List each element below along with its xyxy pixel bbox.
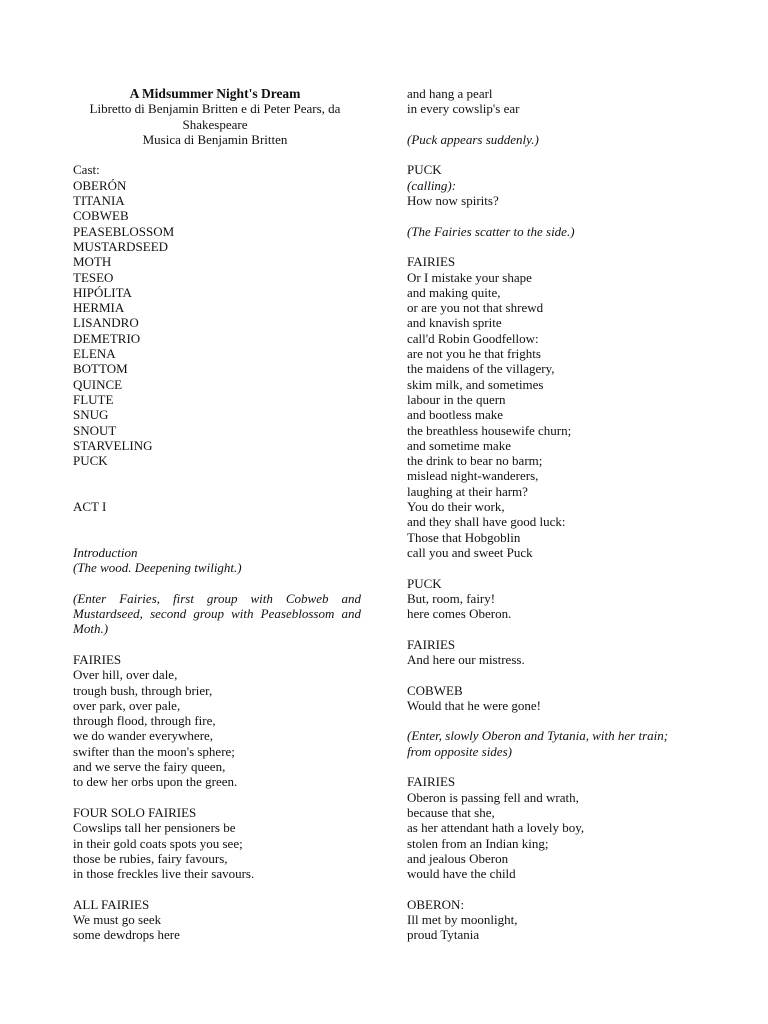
verse-line: the maidens of the villagery, <box>407 361 555 377</box>
verse-line: some dewdrops here <box>73 927 180 943</box>
speaker-name: PUCK <box>407 162 442 178</box>
stage-direction: (The Fairies scatter to the side.) <box>407 223 575 239</box>
cast-item: PEASEBLOSSOM <box>73 223 175 239</box>
verse-line: and sometime make <box>407 437 511 453</box>
cast-item: SNUG <box>73 407 109 423</box>
cast-item: ELENA <box>73 346 116 362</box>
cast-list <box>73 178 361 469</box>
verse-line: We must go seek <box>73 912 162 928</box>
cast-item: TESEO <box>73 269 114 285</box>
cast-label: Cast: <box>73 162 100 178</box>
speaker-name: FAIRIES <box>407 254 456 270</box>
verse-line: You do their work, <box>407 499 505 515</box>
verse-line: Ill met by moonlight, <box>407 912 518 928</box>
stage-direction: (Puck appears suddenly.) <box>407 131 539 147</box>
cast-item: COBWEB <box>73 208 129 224</box>
cast-item: DEMETRIO <box>73 330 141 346</box>
verse-line: proud Tytania <box>407 927 480 943</box>
verse-line: or are you not that shrewd <box>407 300 544 316</box>
cast-item: STARVELING <box>73 437 153 453</box>
verse-line: over park, over pale, <box>73 697 181 713</box>
verse-line: because that she, <box>407 804 495 820</box>
title-block <box>65 86 365 147</box>
cast-item: HERMIA <box>73 300 125 316</box>
verse-line: here comes Oberon. <box>407 606 512 622</box>
cast-item: QUINCE <box>73 376 123 392</box>
verse-line: and making quite, <box>407 284 501 300</box>
verse-line: and they shall have good luck: <box>407 514 566 530</box>
verse-line: call you and sweet Puck <box>407 544 533 560</box>
verse-line: skim milk, and sometimes <box>407 376 544 392</box>
speaker-aside: (calling): <box>407 177 457 193</box>
verse-line: mislead night-wanderers, <box>407 468 539 484</box>
cast-item: TITANIA <box>73 193 125 209</box>
verse-line: and jealous Oberon <box>407 850 509 866</box>
speaker-name: FOUR SOLO FAIRIES <box>73 804 197 820</box>
verse-block <box>407 912 723 943</box>
music-credit: Musica di Benjamin Britten <box>142 131 288 147</box>
cast-item: FLUTE <box>73 391 114 407</box>
left-column <box>73 86 361 943</box>
verse-line: How now spirits? <box>407 193 499 209</box>
verse-line: and we serve the fairy queen, <box>73 759 226 775</box>
verse-line: in their gold coats spots you see; <box>73 835 243 851</box>
document-subtitle: Libretto di Benjamin Britten e di Peter Pears, da Shakespeare <box>89 101 341 132</box>
introduction-label: Introduction <box>73 544 138 560</box>
cast-item: BOTTOM <box>73 361 128 377</box>
verse-line: the breathless housewife churn; <box>407 422 572 438</box>
verse-line: Over hill, over dale, <box>73 667 178 683</box>
verse-line: as her attendant hath a lovely boy, <box>407 820 585 836</box>
speaker-name: FAIRIES <box>73 651 122 667</box>
stage-direction-line: (Enter, slowly Oberon and Tytania, with her train; <box>407 728 669 744</box>
verse-line: laughing at their harm? <box>407 483 528 499</box>
verse-block <box>407 86 723 117</box>
verse-block <box>73 667 361 789</box>
verse-line: trough bush, through brier, <box>73 682 213 698</box>
cast-item: OBERÓN <box>73 177 127 193</box>
cast-item: MUSTARDSEED <box>73 238 169 254</box>
stage-direction <box>407 728 723 759</box>
verse-line: Oberon is passing fell and wrath, <box>407 789 579 805</box>
verse-line: labour in the quern <box>407 391 506 407</box>
verse-line: But, room, fairy! <box>407 590 496 606</box>
document-title: A Midsummer Night's Dream <box>129 86 301 101</box>
verse-line: we do wander everywhere, <box>73 728 214 744</box>
speaker-name: COBWEB <box>407 682 463 698</box>
setting-direction: (The wood. Deepening twilight.) <box>73 560 242 576</box>
verse-line: and hang a pearl <box>407 86 493 101</box>
verse-line: to dew her orbs upon the green. <box>73 774 238 790</box>
act-heading: ACT I <box>73 499 107 515</box>
verse-line: Would that he were gone! <box>407 697 541 713</box>
speaker-name: ALL FAIRIES <box>73 896 150 912</box>
verse-line: in those freckles live their savours. <box>73 866 255 882</box>
cast-item: HIPÓLITA <box>73 284 132 300</box>
verse-line: swifter than the moon's sphere; <box>73 743 235 759</box>
cast-item: PUCK <box>73 453 108 469</box>
verse-line: Cowslips tall her pensioners be <box>73 820 236 836</box>
verse-line: Or I mistake your shape <box>407 269 532 285</box>
verse-line: the drink to bear no barm; <box>407 453 543 469</box>
verse-line: Those that Hobgoblin <box>407 529 521 545</box>
verse-line: are not you he that frights <box>407 346 541 362</box>
cast-item: MOTH <box>73 254 112 270</box>
speaker-name: FAIRIES <box>407 774 456 790</box>
stage-direction-line: from opposite sides) <box>407 743 512 759</box>
verse-block <box>407 270 723 561</box>
verse-line: and knavish sprite <box>407 315 502 331</box>
verse-block <box>73 912 361 943</box>
verse-line: in every cowslip's ear <box>407 101 520 117</box>
right-column <box>407 86 723 943</box>
verse-line: And here our mistress. <box>407 651 525 667</box>
speaker-name: OBERON: <box>407 896 465 912</box>
verse-block <box>407 790 723 882</box>
speaker-name: FAIRIES <box>407 636 456 652</box>
verse-line: call'd Robin Goodfellow: <box>407 330 539 346</box>
verse-block <box>407 591 723 622</box>
verse-block <box>73 820 361 881</box>
verse-line: and bootless make <box>407 407 504 423</box>
verse-line: those be rubies, fairy favours, <box>73 850 228 866</box>
cast-item: LISANDRO <box>73 315 139 331</box>
stage-direction: (Enter Fairies, first group with Cobweb and Mustardseed, second group with Peaseblossom and Moth.) <box>73 590 361 637</box>
speaker-name: PUCK <box>407 575 442 591</box>
verse-line: through flood, through fire, <box>73 713 216 729</box>
cast-item: SNOUT <box>73 422 117 438</box>
verse-line: would have the child <box>407 866 516 882</box>
verse-line: stolen from an Indian king; <box>407 835 549 851</box>
